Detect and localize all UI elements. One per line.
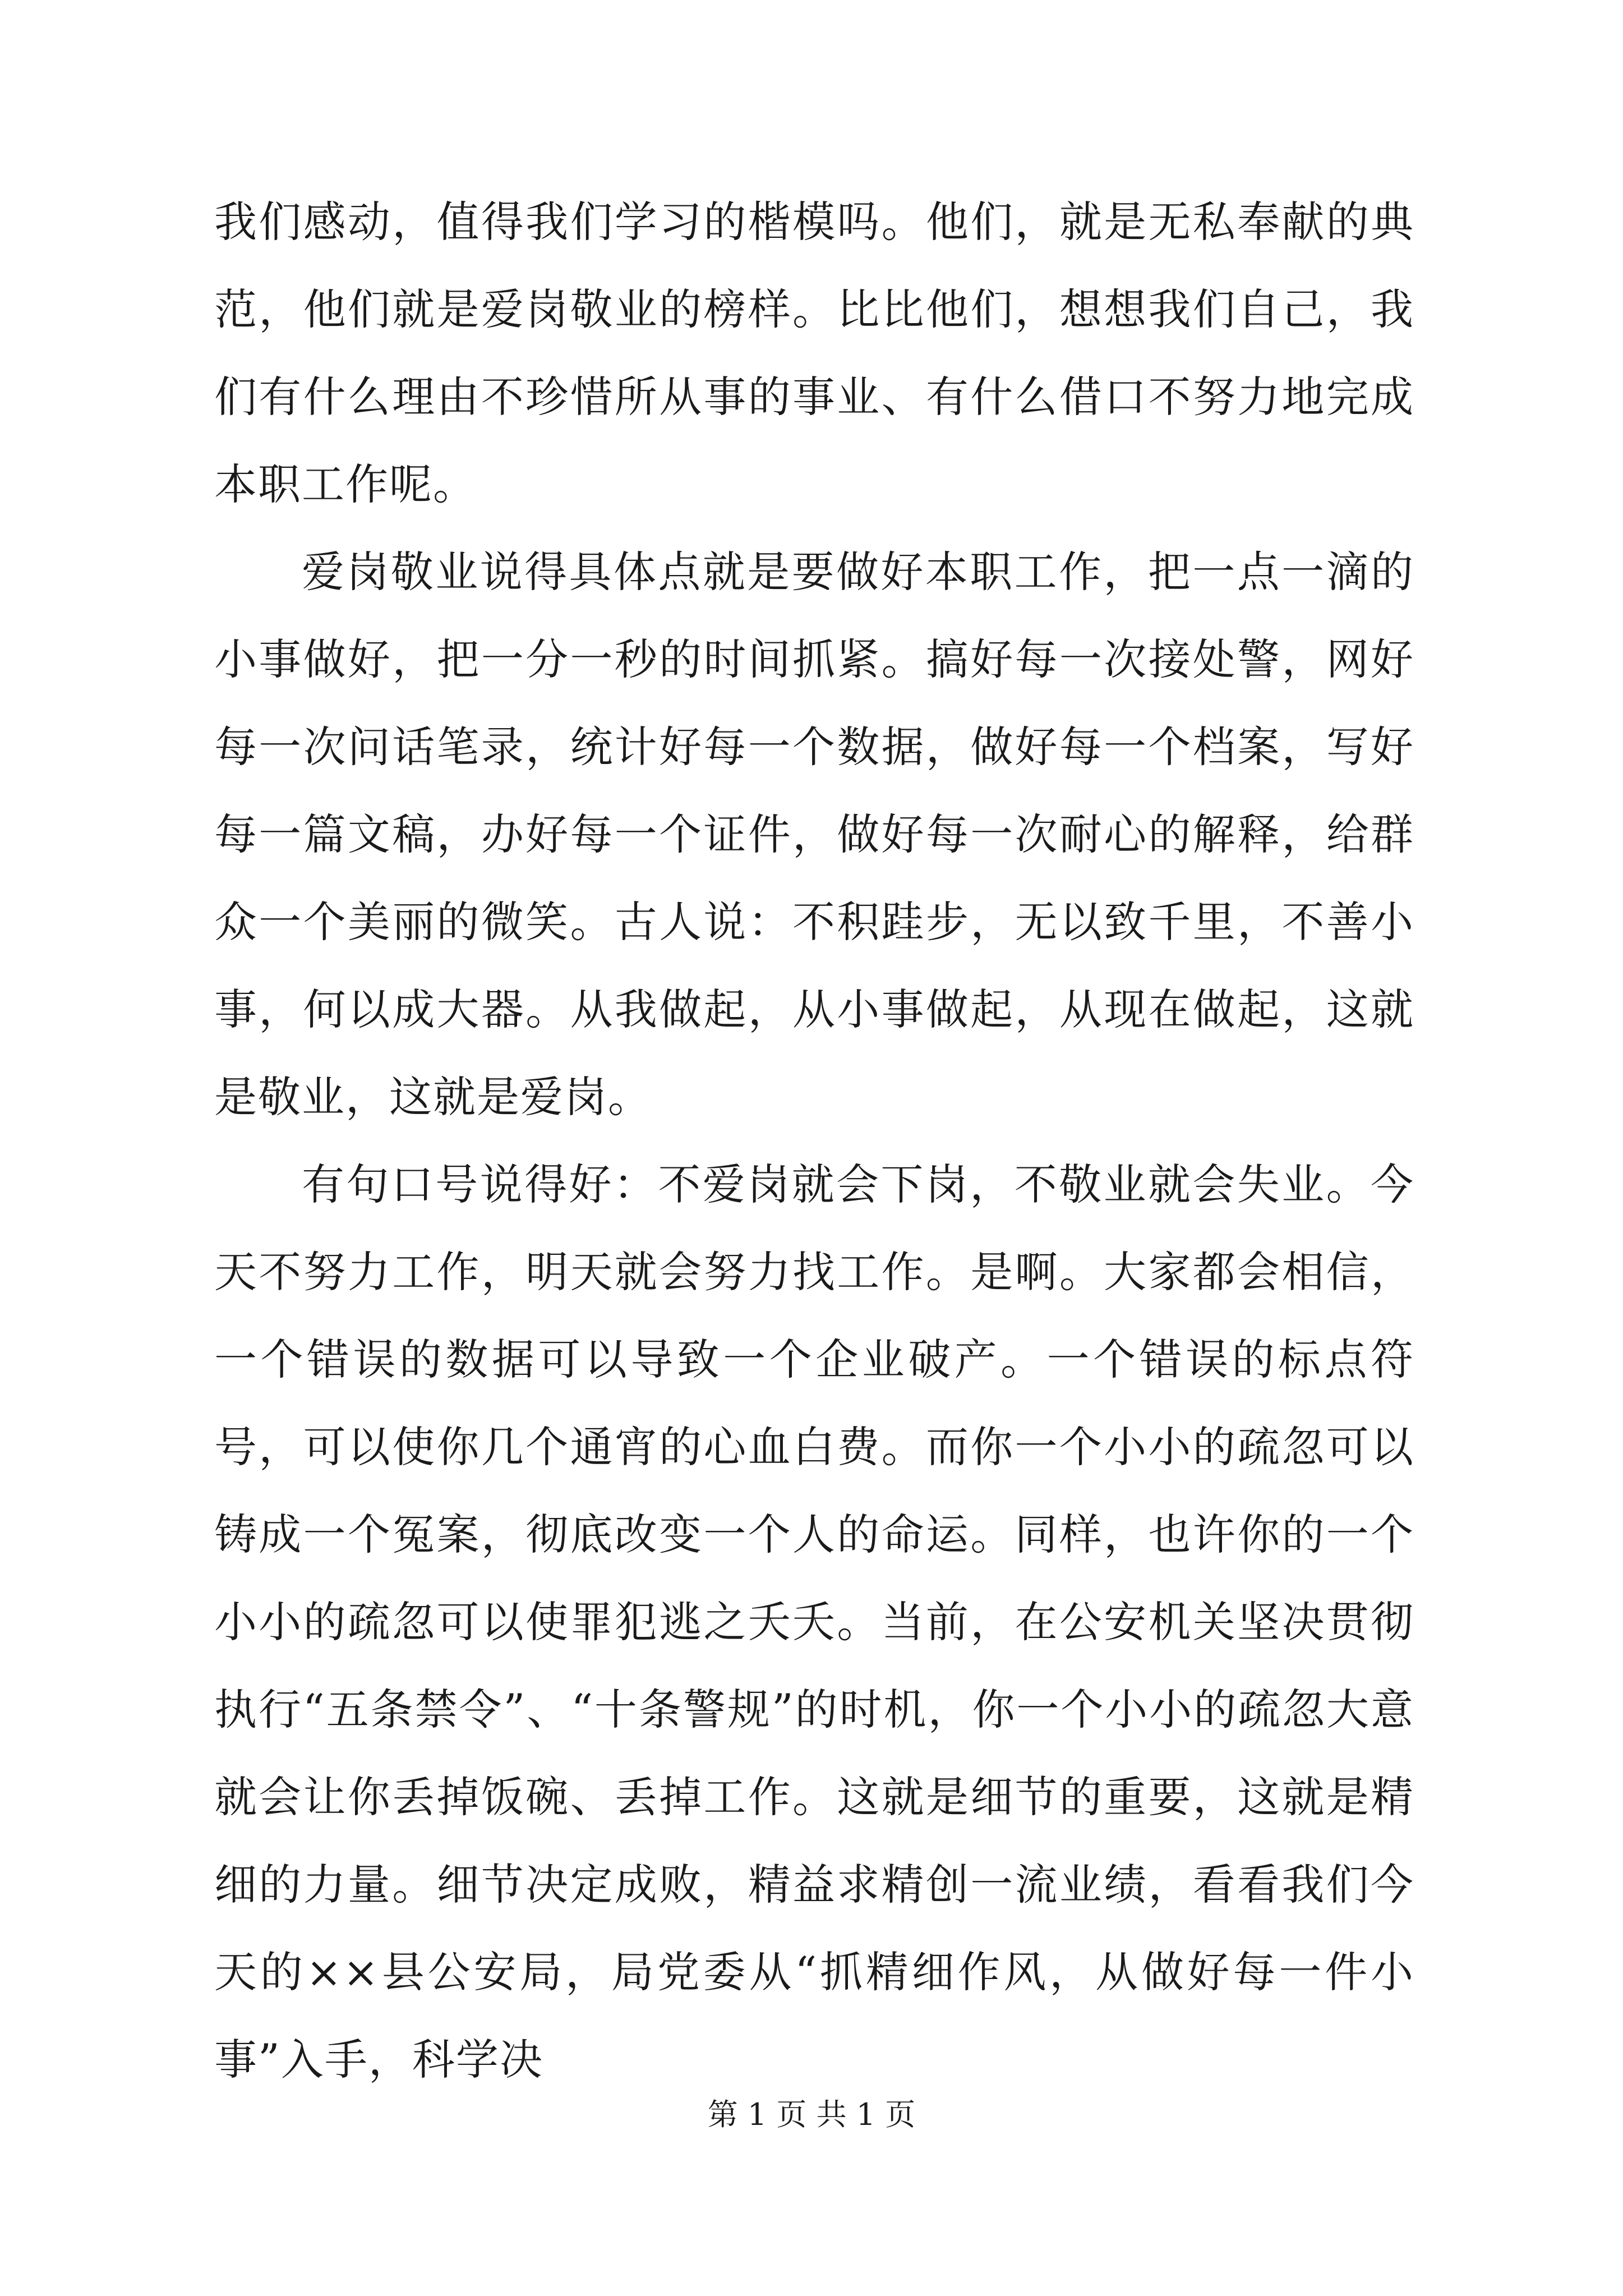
paragraph-slogan: 有句口号说得好：不爱岗就会下岗，不敬业就会失业。今天不努力工作，明天就会努力找工作。是啊。大家都会相信，一个错误的数据可以导致一个企业破产。一个错误的标点符号，可以使你几个通宵的心血白费。而你一个小小的疏忽可以铸成一个冤案，彻底改变一个人的命运。同样，也许你的一个小小的疏忽可以使罪犯逃之夭夭。当前，在公安机关坚决贯彻执行“五条禁令”、“十条警规”的时机，你一个小小的疏忽大意就会让你丢掉饭碗、丢掉工作。这就是细节的重要，这就是精细的力量。细节决定成败，精益求精创一流业绩，看看我们今天的××县公安局，局党委从“抓精细作风，从做好每一件小事”入手，科学决	[214, 1159, 1414, 2085]
paragraph-continuation: 我们感动，值得我们学习的楷模吗。他们，就是无私奉献的典范，他们就是爱岗敬业的榜样。比比他们，想想我们自己，我们有什么理由不珍惜所从事的事业、有什么借口不努力地完成本职工作呢。	[214, 197, 1414, 509]
paragraph-love-job: 爱岗敬业说得具体点就是要做好本职工作，把一点一滴的小事做好，把一分一秒的时间抓紧。搞好每一次接处警，网好每一次问话笔录，统计好每一个数据，做好每一个档案，写好每一篇文稿，办好每一个证件，做好每一次耐心的解释，给群众一个美丽的微笑。古人说：不积跬步，无以致千里，不善小事，何以成大器。从我做起，从小事做起，从现在做起，这就是敬业，这就是爱岗。	[214, 547, 1414, 1122]
page-number-footer: 第 1 页 共 1 页	[707, 2097, 916, 2132]
document-body	[214, 178, 1414, 2104]
